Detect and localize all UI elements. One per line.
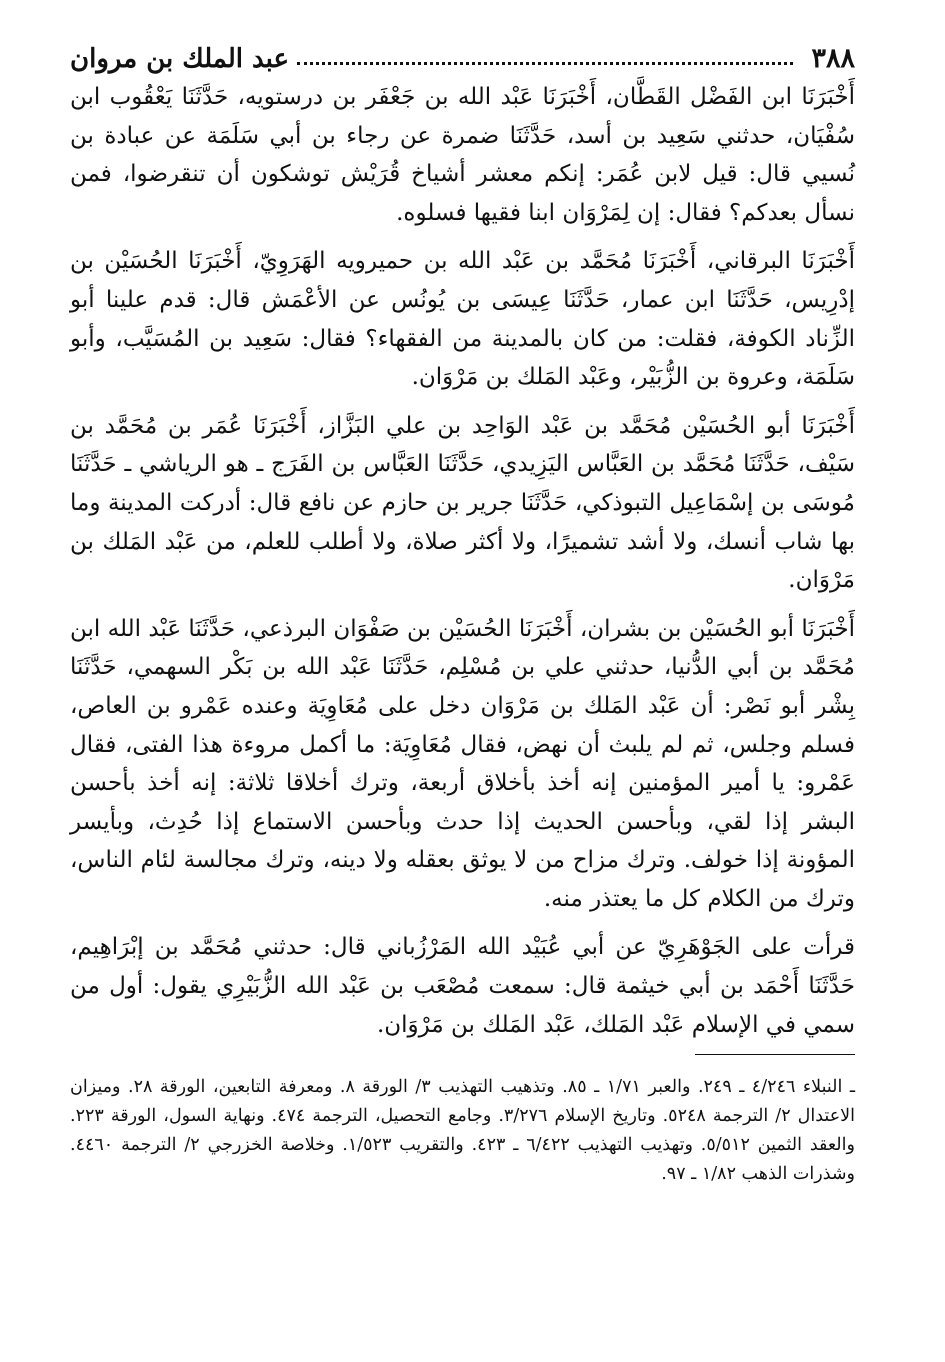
running-title: عبد الملك بن مروان: [70, 44, 290, 74]
book-page: [70, 26, 855, 1346]
body-text: [70, 78, 855, 1044]
page-header: [70, 26, 855, 74]
paragraph-1: أَخْبَرَنَا ابن الفَضْل القَطَّان، أَخْبَرَنَا عَبْد الله بن جَعْفَر بن درستويه، حَدَّثَنَا يَعْقُوب ابن سُفْيَان، حدثني سَعِيد بن أسد، حَدَّثَنَا ضمرة عن رجاء بن أبي سَلَمَة عن عبادة بن نُسيي قال: قيل لابن عُمَر: إنكم معشر أشياخ قُرَيْش توشكون أن تنقرضوا، فمن نسأل بعدكم؟ فقال: إن لِمَرْوَان ابنا فقيها فسلوه.: [70, 84, 855, 226]
header-dot-leader: [297, 62, 793, 65]
paragraph-2: أَخْبَرَنَا البرقاني، أَخْبَرَنَا مُحَمَّد بن عَبْد الله بن حميرويه الهَرَوِيّ، أَخْبَرَنَا الحُسَيْن بن إدْرِيس، حَدَّثَنَا ابن عمار، حَدَّثَنَا عِيسَى بن يُونُس عن الأعْمَش قال: قدم علينا أبو الزِّناد الكوفة، فقلت: من كان بالمدينة من الفقهاء؟ فقال: سَعِيد بن المُسَيَّب، وأبو سَلَمَة، وعروة بن الزُّبَيْر، وعَبْد المَلك بن مَرْوَان.: [70, 248, 855, 391]
paragraph-4: أَخْبَرَنَا أبو الحُسَيْن بن بشران، أَخْبَرَنَا الحُسَيْن بن صَفْوَان البرذعي، حَدَّثَنَا عَبْد الله ابن مُحَمَّد بن أبي الدُّنيا، حدثني علي بن مُسْلِم، حَدَّثَنَا عَبْد الله بن بَكْر السهمي، حَدَّثَنَا بِشْر أبو نَصْر: أن عَبْد المَلك بن مَرْوَان دخل على مُعَاوِيَة وعنده عَمْرو بن العاص، فسلم وجلس، ثم لم يلبث أن نهض، فقال مُعَاوِيَة: ما أكمل مروءة هذا الفتى، فقال عَمْرو: يا أمير المؤمنين إنه أخذ بأخلاق أربعة، وترك أخلاقا ثلاثة: إنه أخذ بأحسن البشر إذا لقي، وبأحسن الحديث إذا حدث وبأحسن الاستماع إذا حُدِث، وبأيسر المؤونة إذا خولف. وترك مزاح من لا يوثق بعقله ولا دينه، وترك مجالسة لئام الناس، وترك من الكلام كل ما يعتذر منه.: [70, 615, 855, 912]
footnote-separator: [695, 1054, 855, 1055]
paragraph-5: قرأت على الجَوْهَرِيّ عن أبي عُبَيْد الله المَرْزُباني قال: حدثني مُحَمَّد بن إبْرَاهِيم، حَدَّثَنَا أَحْمَد بن أبي خيثمة قال: سمعت مُصْعَب بن عَبْد الله الزُّبَيْرِي يقول: أول من سمي في الإسلام عَبْد المَلك، عَبْد المَلك بن مَرْوَان.: [70, 934, 855, 1038]
page-number: ٣٨٨: [811, 43, 855, 74]
paragraph-3: أَخْبَرَنَا أبو الحُسَيْن مُحَمَّد بن عَبْد الوَاحِد بن علي البَزَّاز، أَخْبَرَنَا عُمَر بن مُحَمَّد بن سَيْف، حَدَّثَنَا مُحَمَّد بن العَبَّاس اليَزِيدي، حَدَّثَنَا العَبَّاس بن الفَرَج ـ هو الرياشي ـ حَدَّثَنَا مُوسَى بن إسْمَاعِيل التبوذكي، حَدَّثَنَا جرير بن حازم عن نافع قال: أدركت المدينة وما بها شاب أنسك، ولا أشد تشميرًا، ولا أكثر صلاة، ولا أطلب للعلم، من عَبْد المَلك بن مَرْوَان.: [70, 412, 855, 594]
footnote: ـ النبلاء ٤/٢٤٦ ـ ٢٤٩. والعبر ١/٧١ ـ ٨٥. وتذهيب التهذيب ٣/ الورقة ٨. ومعرفة التابعين، الورقة ٢٨. وميزان الاعتدال ٢/ الترجمة ٥٢٤٨. وتاريخ الإسلام ٣/٢٧٦. وجامع التحصيل، الترجمة ٤٧٤. ونهاية السول، الورقة ٢٢٣. والعقد الثمين ٥/٥١٢. وتهذيب التهذيب ٦/٤٢٢ ـ ٤٢٣. والتقريب ١/٥٢٣. وخلاصة الخزرجي ٢/ الترجمة ٤٤٦٠. وشذرات الذهب ١/٨٢ ـ ٩٧.: [70, 1076, 855, 1184]
